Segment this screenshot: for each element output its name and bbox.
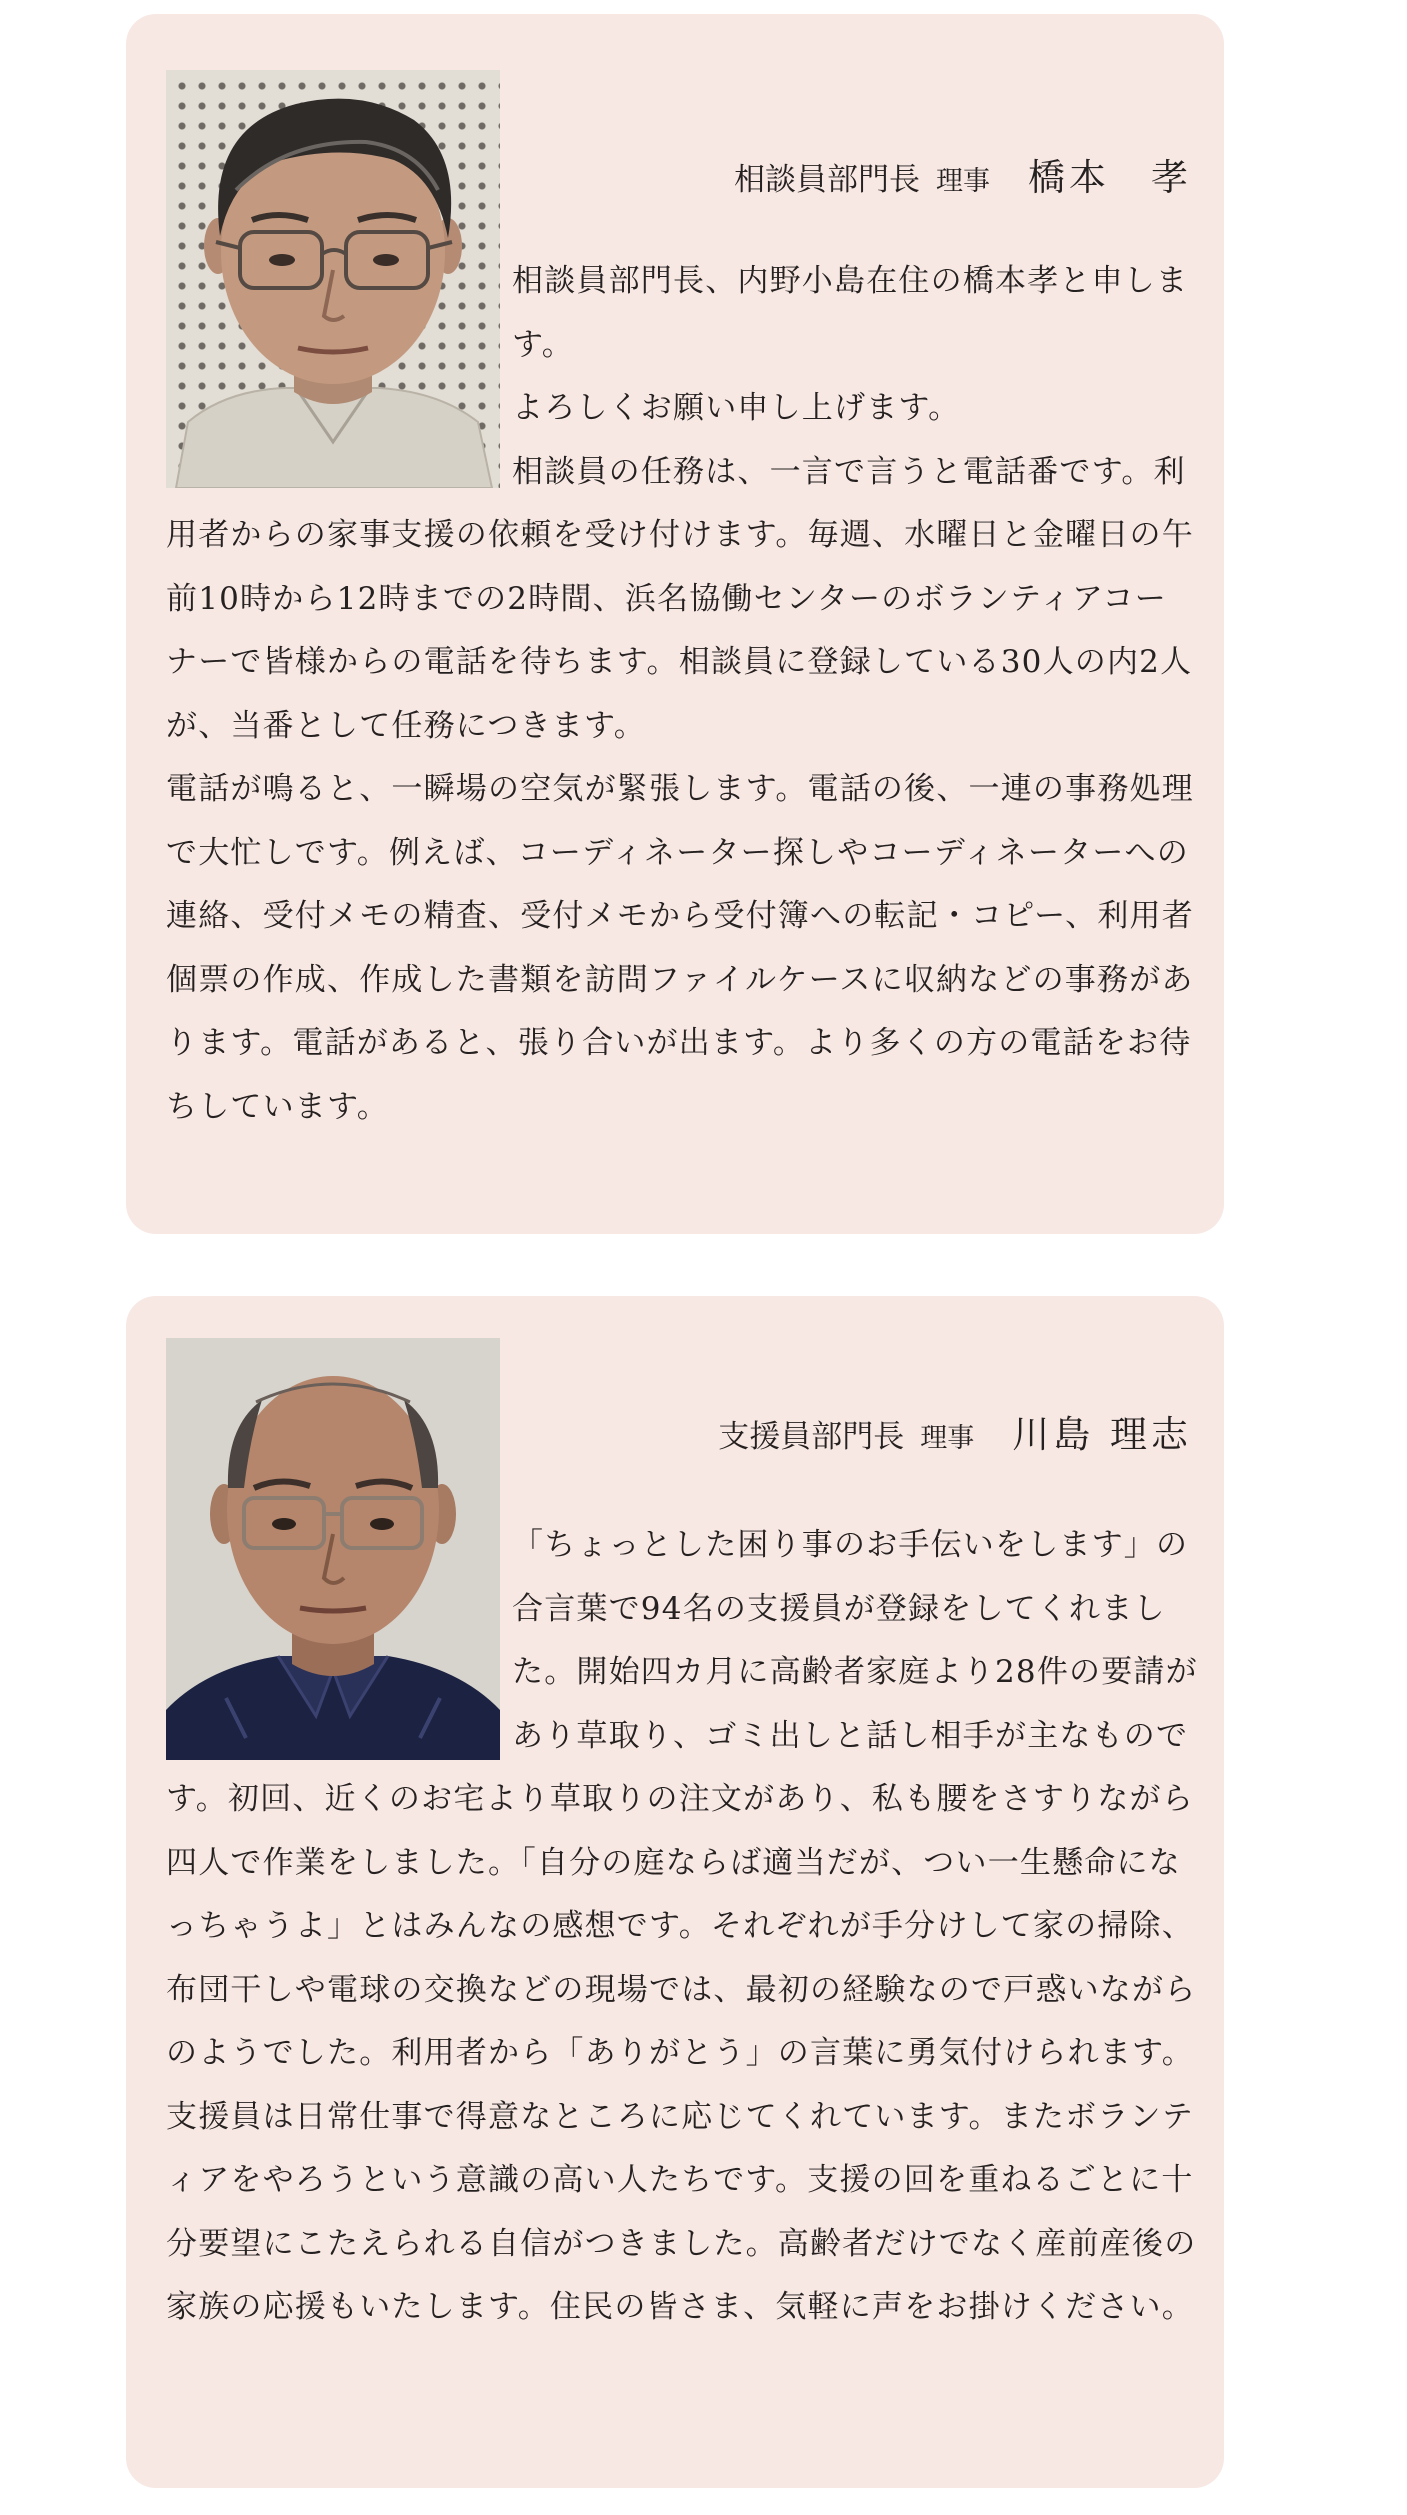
paragraph: よろしくお願い申し上げます。 <box>512 390 961 426</box>
article-card-kawashima <box>126 1296 1224 2488</box>
paragraph: 相談員の任務は、一言で言うと電話番です。利用者からの家事支援の依頼を受け付けます。毎週、水曜日と金曜日の午前10時から12時までの2時間、浜名協働センターのボランティアコーナーで皆様からの電話を待ちます。相談員に登録している30人の内2人が、当番として任務につきます。 <box>166 453 1194 744</box>
article-card-hashimoto <box>126 14 1224 1234</box>
role-label: 相談員部門長 <box>734 162 920 198</box>
role-label: 支援員部門長 <box>718 1419 905 1455</box>
author-name: 橋本 孝 <box>1028 156 1192 199</box>
paragraph: 「ちょっとした困り事のお手伝いをします」の合言葉で94名の支援員が登録をしてくれました。開始四カ月に高齢者家庭より28件の要請があり草取り、ゴミ出しと話し相手が主なものです。初回、近くのお宅より草取りの注文があり、私も腰をさすりながら四人で作業をしました。「自分の庭ならば適当だが、つい一生懸命になっちゃうよ」とはみんなの感想です。それぞれが手分けして家の掃除、布団干しや電球の交換などの現場では、最初の経験なので戸惑いながらのようでした。利用者から「ありがとう」の言葉に勇気付けられます。支援員は日常仕事で得意なところに応じてくれています。またボランティアをやろうという意識の高い人たちです。支援の回を重ねるごとに十分要望にこたえられる自信がつきました。高齢者だけでなく産前産後の家族の応援もいたします。住民の皆さま、気軽に声をお掛けください。 <box>166 1527 1198 2325</box>
photo-wrap-spacer <box>166 1514 512 1768</box>
title-label: 理事 <box>920 1423 975 1454</box>
paragraph: 相談員部門長、内野小島在住の橋本孝と申します。 <box>512 263 1189 363</box>
title-label: 理事 <box>936 166 990 197</box>
photo-wrap-spacer <box>166 250 512 504</box>
byline <box>734 147 1192 201</box>
author-name: 川島 理志 <box>1012 1413 1192 1456</box>
article-body <box>166 1514 1198 2340</box>
byline <box>718 1404 1192 1458</box>
paragraph: 電話が鳴ると、一瞬場の空気が緊張します。電話の後、一連の事務処理で大忙しです。例えば、コーディネーター探しやコーディネーターへの連絡、受付メモの精査、受付メモから受付簿への転記・コピー、利用者個票の作成、作成した書類を訪問ファイルケースに収納などの事務があります。電話があると、張り合いが出ます。より多くの方の電話をお待ちしています。 <box>166 771 1194 1125</box>
article-body <box>166 250 1198 1139</box>
